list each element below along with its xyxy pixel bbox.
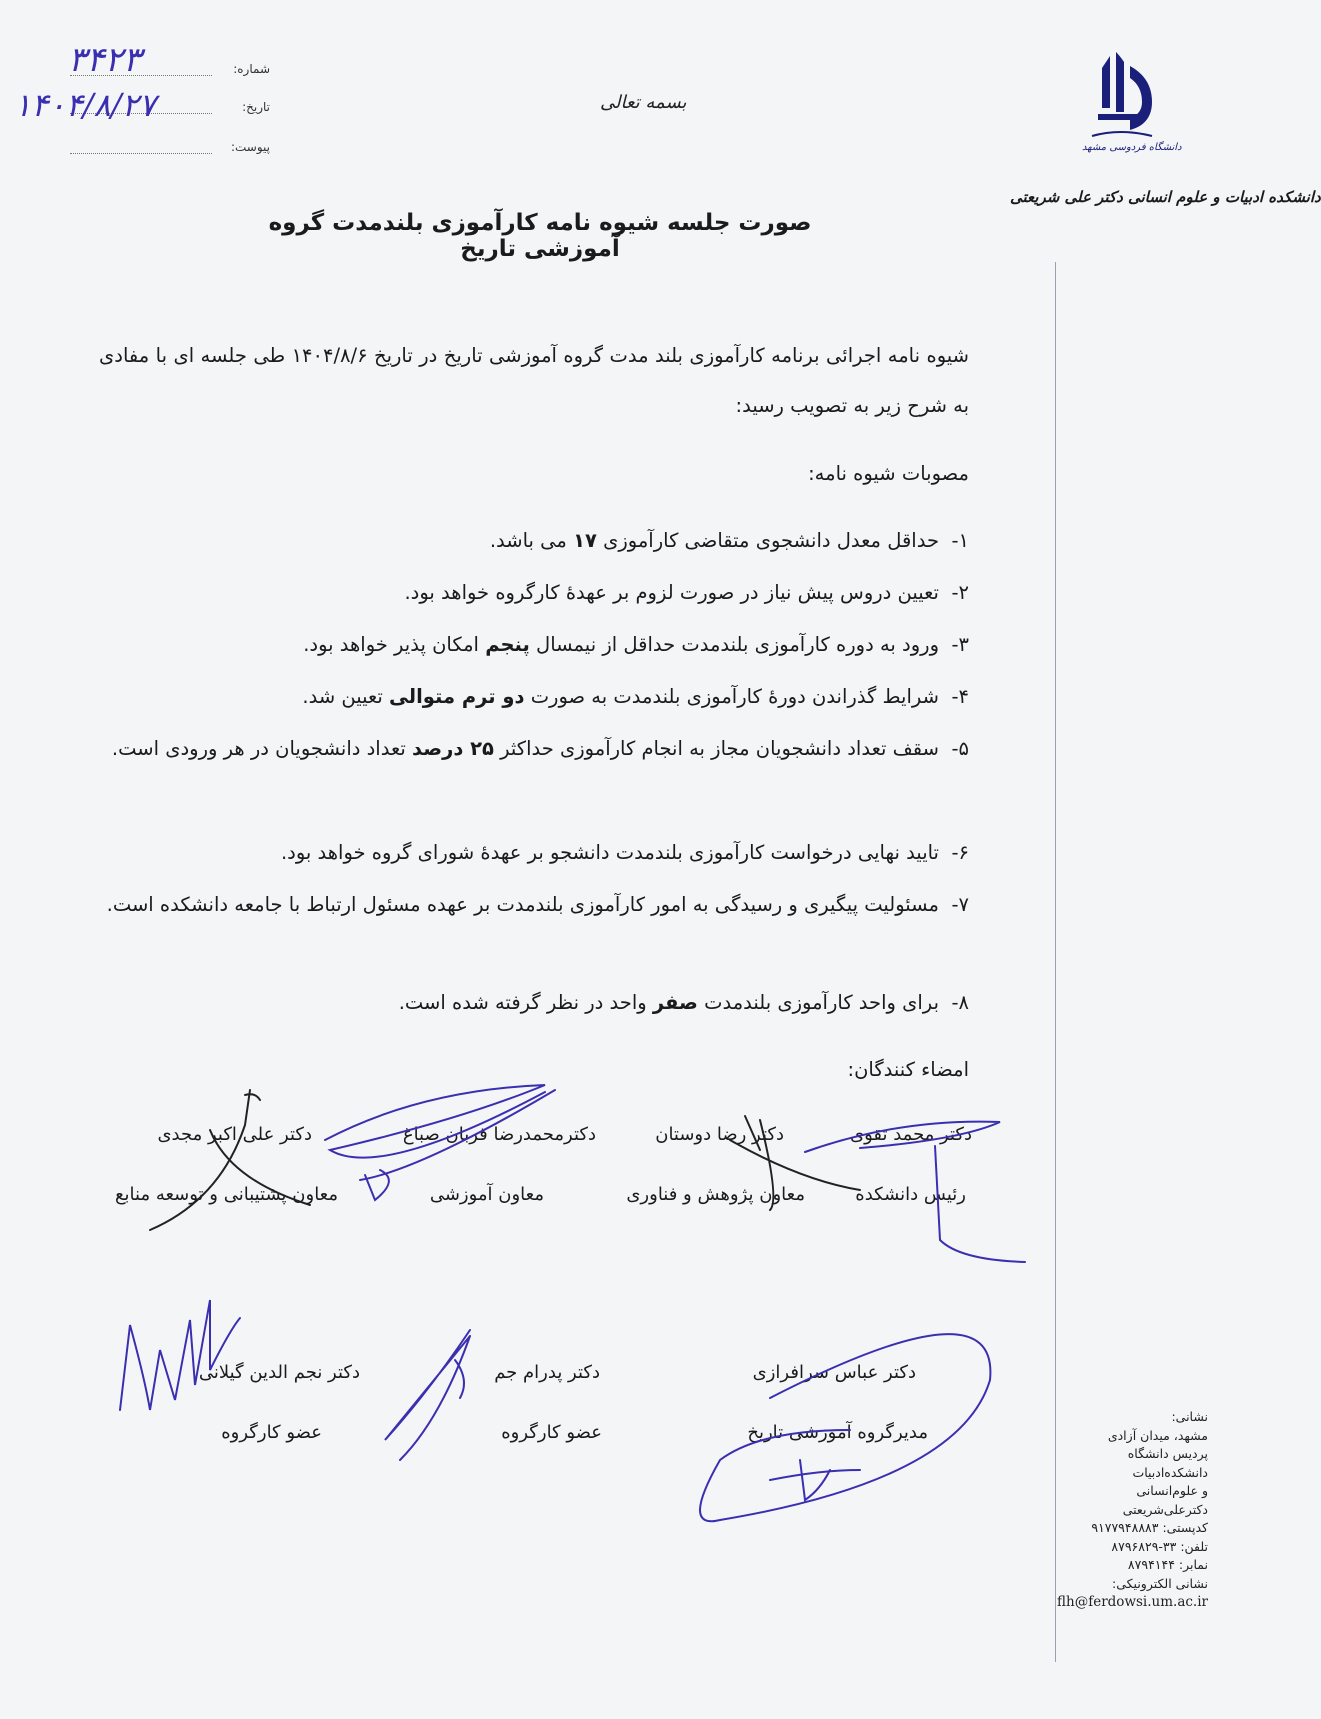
number-label: شماره: xyxy=(233,62,270,76)
approval-item-6: ۶-تایید نهایی درخواست کارآموزی بلندمدت دانشجو بر عهدهٔ شورای گروه خواهد بود. xyxy=(280,841,969,864)
signatory-name-member-1: دکتر پدرام جم xyxy=(494,1362,600,1383)
approval-item-8: ۸-برای واحد کارآموزی بلندمدت صفر واحد در نظر گرفته شده است. xyxy=(398,991,969,1014)
signature-sabbagh xyxy=(325,1085,555,1200)
signature-jam xyxy=(385,1330,470,1460)
phone-number: تلفن: ۳۳-۸۷۹۶۸۲۹ xyxy=(1111,1538,1208,1554)
number-handwritten: ۳۴۲۳ xyxy=(68,40,142,80)
address-line-2: پردیس دانشگاه xyxy=(1127,1446,1208,1461)
address-label: نشانی: xyxy=(1171,1409,1208,1424)
signature-majdi xyxy=(150,1090,310,1230)
approvals-heading: مصوبات شیوه نامه: xyxy=(808,462,969,485)
signature-doostan xyxy=(730,1116,860,1210)
signatory-name-dean: دکتر محمد تقوی xyxy=(849,1124,972,1145)
signatories-heading: امضاء کنندگان: xyxy=(847,1058,969,1081)
signature-gilani xyxy=(120,1300,240,1410)
signature-sarafrazi xyxy=(700,1334,990,1521)
email-address[interactable]: flh@ferdowsi.um.ac.ir xyxy=(1057,1594,1208,1610)
email-label: نشانی الکترونیکی: xyxy=(1112,1575,1208,1591)
signatory-role-head: مدیرگروه آموزشی تاریخ xyxy=(747,1422,928,1443)
fax-number: نمابر: ۸۷۹۴۱۴۴ xyxy=(1127,1557,1208,1572)
intro-paragraph: شیوه نامه اجرائی برنامه کارآموزی بلند مدت گروه آموزشی تاریخ در تاریخ ۱۴۰۴/۸/۶ طی جلسه ای با مفادی به شرح زیر به تصویب رسید: xyxy=(99,344,969,417)
signature-taghavi xyxy=(805,1122,1025,1262)
basmala: بسمه تعالی xyxy=(600,92,687,113)
signatory-role-support: معاون پشتیبانی و توسعه منابع xyxy=(114,1184,338,1205)
approval-item-7: ۷-مسئولیت پیگیری و رسیدگی به امور کارآموزی بلندمدت بر عهده مسئول ارتباط با جامعه دانشکده است. xyxy=(106,893,969,916)
signatory-role-dean: رئیس دانشکده xyxy=(855,1184,966,1205)
signatory-role-education: معاون آموزشی xyxy=(429,1184,544,1205)
date-handwritten: ۱۴۰۴/۸/۲۷ xyxy=(14,86,156,124)
signatory-name-support: دکتر علی اکبر مجدی xyxy=(157,1124,312,1145)
document-title: صورت جلسه شیوه نامه کارآموزی بلندمدت گروه آموزشی تاریخ xyxy=(268,210,812,262)
address-line-3: دانشکده‌ادبیات xyxy=(1132,1464,1208,1480)
approval-item-1: ۱-حداقل معدل دانشجوی متقاضی کارآموزی ۱۷ می باشد. xyxy=(489,529,969,552)
university-logo xyxy=(1080,48,1182,158)
address-block xyxy=(1038,1408,1208,1612)
signatory-role-research: معاون پژوهش و فناوری xyxy=(626,1184,805,1205)
postal-code: کدپستی: ۹۱۷۷۹۴۸۸۸۳ xyxy=(1091,1520,1208,1535)
signatory-name-head: دکتر عباس سرافرازی xyxy=(752,1362,916,1383)
address-line-4: و علوم‌انسانی xyxy=(1136,1483,1208,1498)
approval-item-3: ۳-ورود به دوره کارآموزی بلندمدت حداقل از نیمسال پنجم امکان پذیر خواهد بود. xyxy=(303,633,969,656)
approval-item-2: ۲-تعیین دروس پیش نیاز در صورت لزوم بر عهدهٔ کارگروه خواهد بود. xyxy=(404,581,969,604)
date-label: تاریخ: xyxy=(242,100,270,114)
signatory-name-research: دکتر رضا دوستان xyxy=(655,1124,784,1145)
logo-caption: دانشگاه فردوسی مشهد xyxy=(1082,142,1182,153)
signatory-role-member-1: عضو کارگروه xyxy=(501,1422,602,1443)
signatory-name-education: دکترمحمدرضا قربان صباغ xyxy=(402,1124,596,1145)
address-line-5: دکترعلی‌شریعتی xyxy=(1122,1501,1208,1517)
attachment-label: پیوست: xyxy=(230,140,270,154)
approval-item-4: ۴-شرایط گذراندن دورهٔ کارآموزی بلندمدت به صورت دو ترم متوالی تعیین شد. xyxy=(302,685,969,708)
faculty-name: دانشکده ادبیات و علوم انسانی دکتر علی شریعتی xyxy=(1010,188,1321,206)
approval-item-5: ۵-سقف تعداد دانشجویان مجاز به انجام کارآموزی حداکثر ۲۵ درصد تعداد دانشجویان در هر ورودی است. xyxy=(111,737,969,760)
signatory-name-member-2: دکتر نجم الدین گیلانی xyxy=(198,1362,360,1383)
address-line-1: مشهد، میدان آزادی xyxy=(1107,1427,1208,1443)
signatory-role-member-2: عضو کارگروه xyxy=(221,1422,322,1443)
